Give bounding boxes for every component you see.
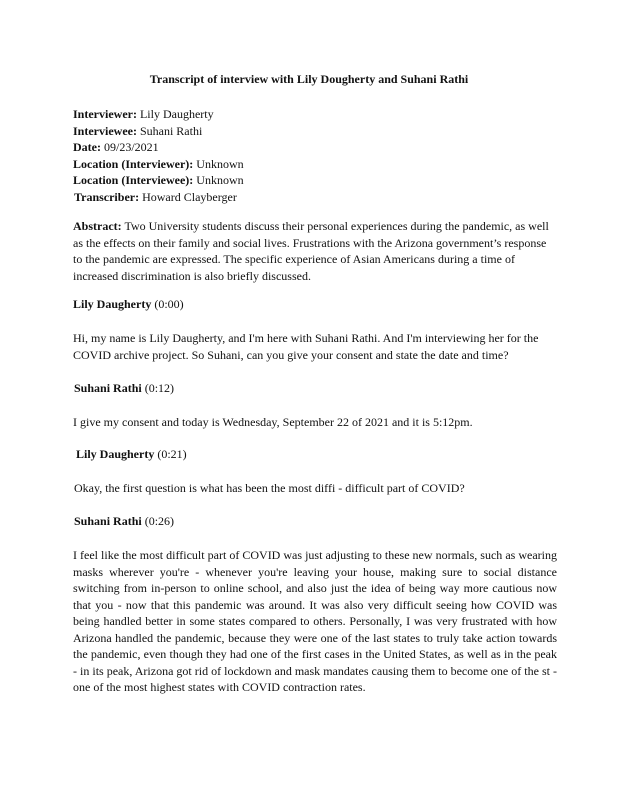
speaker-heading: [76, 446, 556, 463]
speaker-heading: [73, 296, 553, 313]
speaker-timestamp: (0:26): [144, 514, 175, 528]
meta-value: Unknown: [196, 156, 244, 171]
meta-date: [73, 139, 553, 156]
transcript-paragraph: I feel like the most difficult part of COVID was just adjusting to these new normals, such as wearing masks wherever you're - whenever you're leaving your house, making sure to social distance switching from in-person to online school, and also just the idea of being way more cautious now that you - now that this pandemic was around. It was also very difficult seeing how COVID was being handled better in some states compared to others. Personally, I was very frustrated with how Arizona handled the pandemic, because they were one of the last states to truly take action towards the pandemic, even though they had one of the first cases in the United States, as well as in the peak - in its peak, Arizona got rid of lockdown and mask mandates causing them to become one of the st - one of the most highest states with COVID contraction rates.: [73, 548, 557, 694]
meta-label: Transcriber:: [74, 189, 140, 204]
meta-location-interviewer: [73, 156, 553, 173]
speaker-name: Suhani Rathi: [74, 381, 142, 395]
speaker-name: Lily Daugherty: [76, 447, 155, 461]
meta-value: Suhani Rathi: [139, 123, 203, 138]
meta-value: Lily Daugherty: [139, 107, 214, 121]
transcript-paragraph: I give my consent and today is Wednesday, September 22 of 2021 and it is 5:12pm.: [73, 415, 473, 429]
meta-label: Date:: [73, 140, 101, 154]
meta-label: Location (Interviewee):: [73, 173, 194, 187]
transcript-paragraph: Hi, my name is Lily Daugherty, and I'm here with Suhani Rathi. And I'm interviewing her for the COVID archive project. So Suhani, can you give your consent and state the date and time?: [73, 331, 539, 362]
abstract-paragraph: [73, 218, 553, 284]
speaker-heading: [74, 380, 554, 397]
meta-label: Interviewer:: [73, 107, 137, 121]
meta-label: Interviewee:: [73, 123, 137, 138]
meta-label: Location (Interviewer):: [73, 156, 194, 171]
speaker-timestamp: (0:21): [157, 447, 187, 461]
meta-value: Unknown: [196, 173, 244, 187]
meta-interviewer: [73, 106, 553, 123]
abstract-text: Two University students discuss their personal experiences during the pandemic, as well as the effects on their family and social lives. Frustrations with the Arizona government’s response to the pandemic are expressed. The specific experience of Asian Americans during a time of increased discrimination is also briefly discussed.: [73, 219, 549, 283]
metadata-block: [73, 106, 553, 205]
meta-value: 09/23/2021: [103, 140, 159, 154]
abstract-label: Abstract:: [73, 219, 122, 233]
speaker-timestamp: (0:00): [154, 297, 184, 311]
meta-transcriber: [73, 189, 553, 206]
meta-location-interviewee: [73, 172, 553, 189]
meta-value: Howard Clayberger: [142, 189, 237, 204]
speaker-heading: [74, 513, 554, 530]
document-title: Transcript of interview with Lily Dougherty and Suhani Rathi: [149, 72, 469, 86]
speaker-timestamp: (0:12): [144, 381, 175, 395]
speaker-name: Lily Daugherty: [73, 297, 152, 311]
transcript-paragraph: Okay, the first question is what has been the most diffi - difficult part of COVID?: [74, 481, 465, 495]
speaker-name: Suhani Rathi: [74, 514, 142, 528]
meta-interviewee: [73, 123, 553, 140]
